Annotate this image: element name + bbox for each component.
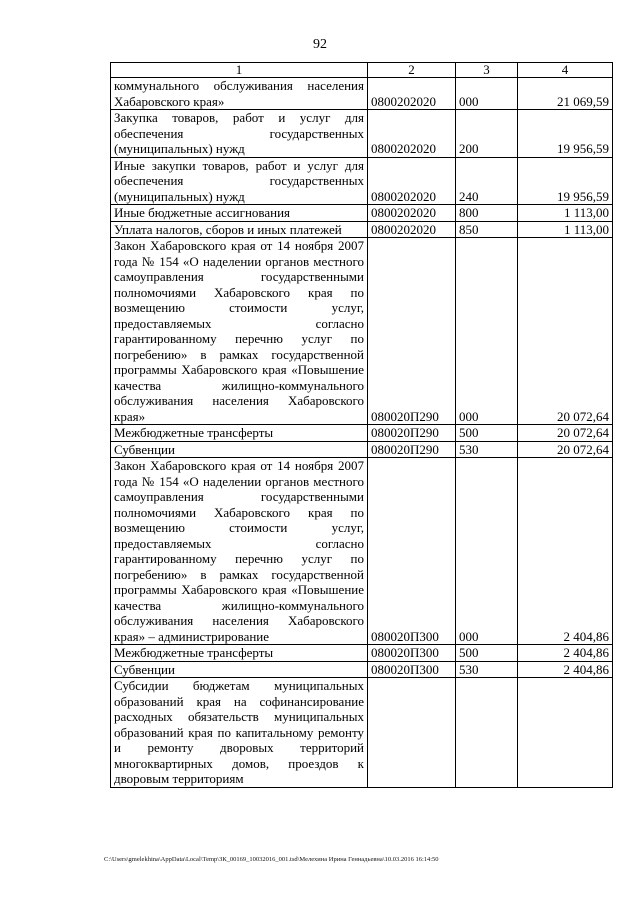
table-row [111, 645, 613, 662]
table-row [111, 238, 613, 425]
row-code: 0800202020 [368, 110, 456, 158]
row-sum: 20 072,64 [518, 238, 613, 425]
row-name: Закон Хабаровского края от 14 ноября 2007 года № 154 «О наделении органов местного самоуправления государственными полномочиями Хабаровского края по возмещению стоимости услуг, предоставляемых согласно гарантированному перечню услуг по погребению» в рамках государственной программы Хабаровского края «Повышение качества жилищно-коммунального обслуживания населения Хабаровского края» – администрирование [111, 458, 368, 645]
row-sum: 19 956,59 [518, 157, 613, 205]
row-name: Закон Хабаровского края от 14 ноября 2007 года № 154 «О наделении органов местного самоуправления государственными полномочиями Хабаровского края по возмещению стоимости услуг, предоставляемых согласно гарантированному перечню услуг по погребению» в рамках государственной программы Хабаровского края «Повышение качества жилищно-коммунального обслуживания населения Хабаровского края» [111, 238, 368, 425]
row-name: Межбюджетные трансферты [111, 645, 368, 662]
column-header-vr: 3 [456, 63, 518, 78]
row-name: Иные закупки товаров, работ и услуг для обеспечения государственных (муниципальных) нужд [111, 157, 368, 205]
row-vr: 200 [456, 110, 518, 158]
row-code: 080020П300 [368, 458, 456, 645]
table-row [111, 425, 613, 442]
row-code: 0800202020 [368, 205, 456, 222]
row-code: 0800202020 [368, 78, 456, 110]
row-name: Уплата налогов, сборов и иных платежей [111, 221, 368, 238]
row-name: Закупка товаров, работ и услуг для обеспечения государственных (муниципальных) нужд [111, 110, 368, 158]
row-code [368, 678, 456, 788]
row-name: Субвенции [111, 661, 368, 678]
row-code: 0800202020 [368, 221, 456, 238]
row-sum: 2 404,86 [518, 458, 613, 645]
row-vr: 500 [456, 645, 518, 662]
row-name: Иные бюджетные ассигнования [111, 205, 368, 222]
row-sum: 2 404,86 [518, 645, 613, 662]
row-code: 080020П290 [368, 238, 456, 425]
column-header-code: 2 [368, 63, 456, 78]
row-vr: 000 [456, 458, 518, 645]
row-code: 080020П300 [368, 661, 456, 678]
row-code: 0800202020 [368, 157, 456, 205]
row-code: 080020П290 [368, 441, 456, 458]
table-header-row [111, 63, 613, 78]
row-vr: 850 [456, 221, 518, 238]
row-vr [456, 678, 518, 788]
table-row [111, 78, 613, 110]
table-row [111, 205, 613, 222]
row-vr: 000 [456, 238, 518, 425]
table-row [111, 458, 613, 645]
row-sum: 1 113,00 [518, 221, 613, 238]
row-name: Субвенции [111, 441, 368, 458]
budget-table [110, 62, 613, 788]
row-sum: 1 113,00 [518, 205, 613, 222]
row-vr: 530 [456, 441, 518, 458]
file-path-footer: C:\Users\gmelekhina\AppData\Local\Temp\ЗК_00169_10032016_001.tsd\Мелехина Ирина Геннадьевна\10.03.2016 16:14:50 [104, 856, 439, 863]
table-row [111, 221, 613, 238]
table-row [111, 110, 613, 158]
table-row [111, 678, 613, 788]
table-row [111, 661, 613, 678]
row-vr: 530 [456, 661, 518, 678]
row-vr: 800 [456, 205, 518, 222]
page-number: 92 [313, 37, 327, 52]
row-code: 080020П290 [368, 425, 456, 442]
row-name: Субсидии бюджетам муниципальных образований края на софинансирование расходных обязательств муниципальных образований края по капитальному ремонту и ремонту дворовых территорий многоквартирных домов, проездов к дворовым территориям [111, 678, 368, 788]
row-sum: 21 069,59 [518, 78, 613, 110]
row-sum: 19 956,59 [518, 110, 613, 158]
row-sum: 20 072,64 [518, 425, 613, 442]
row-vr: 240 [456, 157, 518, 205]
row-vr: 000 [456, 78, 518, 110]
table-row [111, 157, 613, 205]
row-vr: 500 [456, 425, 518, 442]
row-name: Межбюджетные трансферты [111, 425, 368, 442]
row-sum: 2 404,86 [518, 661, 613, 678]
row-sum: 20 072,64 [518, 441, 613, 458]
row-code: 080020П300 [368, 645, 456, 662]
row-name: коммунального обслуживания населения Хабаровского края» [111, 78, 368, 110]
column-header-sum: 4 [518, 63, 613, 78]
table-row [111, 441, 613, 458]
column-header-name: 1 [111, 63, 368, 78]
row-sum [518, 678, 613, 788]
